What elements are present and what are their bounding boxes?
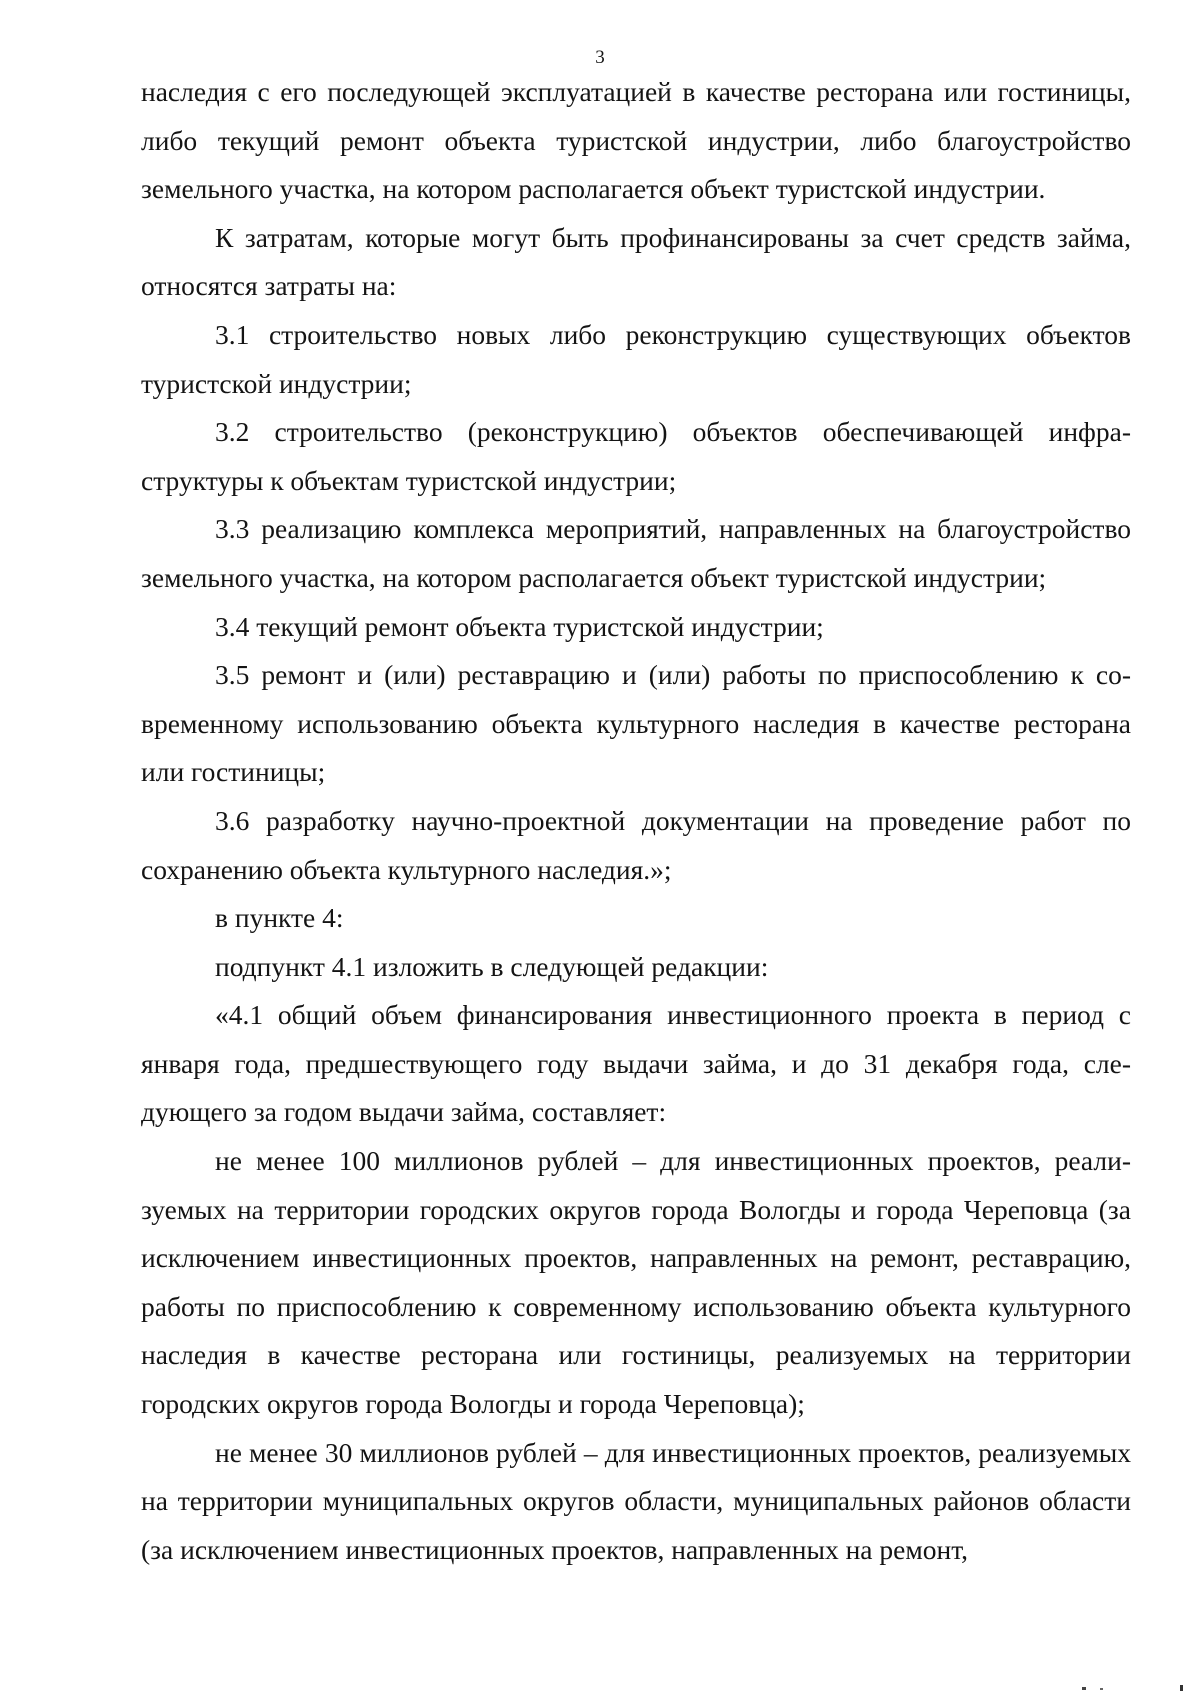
paragraph-continuation: наследия с его последующей эксплуатацией в качестве ресторана или гостиницы, либо текущий ремонт объекта туристской индустрии, либо благоустройство земельного участка, на котором располагается объект туристской индустрии. xyxy=(141,76,1131,205)
page-number: 3 xyxy=(595,47,605,68)
list-item-3-4: 3.4 текущий ремонт объекта туристской индустрии; xyxy=(215,610,824,642)
list-item-3-6: 3.6 разработку научно-проектной документации на проведение работ по сохранению объекта культурного наследия.»; xyxy=(141,804,1131,885)
paragraph-point-4: в пункте 4: xyxy=(215,902,344,934)
paragraph-subpoint-4-1-instruction: подпункт 4.1 изложить в следующей редакции: xyxy=(215,950,769,982)
list-item-3-3: 3.3 реализацию комплекса мероприятий, направленных на благоустройство земельного участка, на котором располагается объект туристской индустрии; xyxy=(141,513,1131,593)
scan-edge-mark xyxy=(1042,1683,1192,1693)
paragraph-costs-intro: К затратам, которые могут быть профинансированы за счет средств займа, относятся затраты на: xyxy=(141,221,1131,302)
document-body xyxy=(141,68,1131,1574)
list-item-3-5: 3.5 ремонт и (или) реставрацию и (или) работы по приспособлению к современному использованию объекта культурного наследия в качестве ресторана или гостиницы; xyxy=(141,659,1131,788)
paragraph-subpoint-4-1: «4.1 общий объем финансирования инвестиционного проекта в период с января года, предшествующего году выдачи займа, и до 31 декабря года, следующего за годом выдачи займа, составляет: xyxy=(141,999,1131,1128)
paragraph-100-million: не менее 100 миллионов рублей – для инвестиционных проектов, реализуемых на территории городских округов города Вологды и города Череповца (за исключением инвестиционных проектов, направленных на ремонт, реставрацию, работы по приспособлению к современному использованию объекта культурного наследия в качестве ресторана или гостиницы, реализуемых на территории городских округов города Вологды и города Череповца); xyxy=(141,1145,1131,1420)
paragraph-30-million: не менее 30 миллионов рублей – для инвестиционных проектов, реализуемых на территории муниципальных округов области, муниципальных районов области (за исключением инвестиционных проектов, направленных на ремонт, xyxy=(141,1436,1131,1565)
list-item-3-1: 3.1 строительство новых либо реконструкцию существующих объектов туристской индустрии; xyxy=(141,318,1131,399)
list-item-3-2: 3.2 строительство (реконструкцию) объектов обеспечивающей инфраструктуры к объектам туристской индустрии; xyxy=(141,416,1131,496)
